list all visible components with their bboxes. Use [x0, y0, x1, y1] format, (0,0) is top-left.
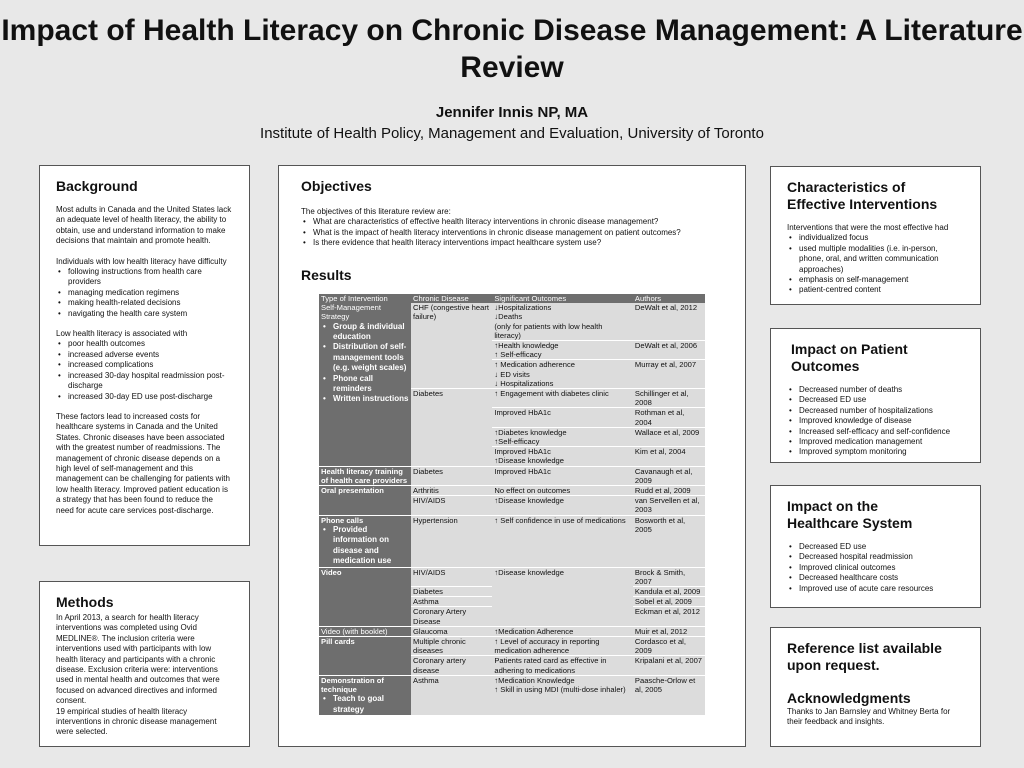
table-header-row	[319, 294, 705, 303]
outcome-line: ↓ ED visits	[494, 369, 530, 379]
intervention-cell: Video	[319, 567, 411, 626]
table-row	[319, 303, 705, 340]
author-cell: van Servellen et al, 2003	[633, 496, 705, 515]
list-item: • Teach to goal strategy	[321, 694, 409, 715]
patient-list	[787, 385, 964, 458]
author-cell: Kripalani et al, 2007	[633, 656, 705, 675]
intervention-title: Self-Management Strategy	[321, 303, 381, 322]
methods-p2: 19 empirical studies of health literacy interventions in chronic disease management were selected.	[56, 706, 217, 737]
outcome-line: ↑Disease knowledge	[494, 456, 565, 466]
reference-text: Reference list available upon request.	[787, 640, 942, 673]
characteristics-heading: Characteristics of Effective Interventions	[787, 179, 938, 212]
outcome-line: ↑Health knowledge	[494, 341, 559, 351]
background-p2: Individuals with low health literacy have difficulty	[56, 256, 227, 266]
disease-cell: Coronary Artery Disease	[411, 607, 492, 626]
author-cell: Schillinger et al, 2008	[633, 389, 705, 408]
disease-cell: Asthma	[411, 675, 492, 715]
intervention-title: Demonstration of technique	[321, 675, 384, 694]
objectives-intro: The objectives of this literature review are:	[301, 207, 451, 216]
background-panel	[39, 165, 250, 546]
author-cell: Rothman et al, 2004	[633, 408, 705, 427]
outcome-line: ↑ Self-efficacy	[494, 350, 542, 360]
disease-cell: HIV/AIDS	[411, 567, 492, 586]
institution: Institute of Health Policy, Management and Evaluation, University of Toronto	[260, 125, 764, 142]
outcome-cell: ↑Disease knowledge	[492, 496, 633, 515]
column-header: Significant Outcomes	[492, 294, 633, 303]
list-item: • poor health outcomes	[56, 339, 233, 349]
patient-outcomes-panel	[770, 328, 981, 463]
background-p4: These factors lead to increased costs for healthcare systems in Canada and the United States. Chronic diseases have been associated with the greatest number of readmissions. The management of chronic disease depends on a high level of self-management and this management can be challenging for patients with low health literacy. Improved patient education is a strategy that has been found to reduce the need for acute care services post-discharge.	[56, 411, 230, 515]
list-item: • Written instructions	[321, 394, 409, 404]
disease-cell: HIV/AIDS	[411, 496, 492, 515]
outcome-cell: ↑ Self confidence in use of medications	[492, 515, 633, 567]
characteristics-list	[787, 233, 964, 295]
intervention-list	[321, 694, 409, 715]
table-row	[319, 675, 705, 715]
list-item: • increased 30-day hospital readmission post-discharge	[56, 371, 233, 392]
list-item: • following instructions from health care providers	[56, 267, 233, 288]
author-cell: Murray et al, 2007	[633, 360, 705, 389]
list-item: • used multiple modalities (i.e. in-person, phone, oral, and written communication approaches)	[787, 244, 964, 275]
author-cell: Paasche-Orlow et al, 2005	[633, 675, 705, 715]
intervention-cell: Pill cards	[319, 636, 411, 675]
column-header: Chronic Disease	[411, 294, 492, 303]
list-item: • making health-related decisions	[56, 298, 233, 308]
outcome-cell	[492, 341, 633, 360]
list-item: • Improved medication management	[787, 437, 964, 447]
objectives-results-panel	[278, 165, 746, 747]
list-item: • What is the impact of health literacy interventions in chronic disease management on patient outcomes?	[301, 228, 729, 238]
outcome-cell	[492, 427, 633, 446]
list-item: • Distribution of self-management tools (e.g. weight scales)	[321, 342, 409, 373]
outcome-cell: Patients rated card as effective in adhering to medications	[492, 656, 633, 675]
outcome-line: ↓Deaths	[494, 312, 523, 322]
results-table	[319, 294, 705, 716]
outcome-cell	[492, 360, 633, 389]
intervention-list	[321, 525, 409, 567]
column-header: Type of Intervention	[319, 294, 411, 303]
author-cell: Rudd et al, 2009	[633, 486, 705, 496]
author-cell: Sobel et al, 2009	[633, 597, 705, 607]
table-row	[319, 515, 705, 567]
list-item: • Decreased healthcare costs	[787, 573, 964, 583]
list-item: • Decreased number of hospitalizations	[787, 406, 964, 416]
intervention-list	[321, 322, 409, 405]
methods-p1: In April 2013, a search for health literacy interventions was completed using Ovid MEDLINE®. The inclusion criteria were interventions used with participants with low health literacy and participants with a chronic disease. Exclusion criteria were: interventions used in mental health and outcomes that were focused on advanced directives and informed consent.	[56, 613, 220, 706]
outcome-cell: ↑ Engagement with diabetes clinic	[492, 389, 633, 408]
author-cell: DeWalt et al, 2006	[633, 341, 705, 360]
author-cell: Wallace et al, 2009	[633, 427, 705, 446]
list-item: • Increased self-efficacy and self-confidence	[787, 427, 964, 437]
objectives-list	[301, 217, 729, 248]
list-item: • individualized focus	[787, 233, 964, 243]
outcome-cell: ↑Medication Adherence	[492, 626, 633, 636]
list-item: • Improved use of acute care resources	[787, 584, 964, 594]
outcome-cell: Improved HbA1c	[492, 466, 633, 485]
healthcare-heading: Impact on the Healthcare System	[787, 498, 913, 531]
author-cell: Kim et al, 2004	[633, 447, 705, 466]
poster-title: Impact of Health Literacy on Chronic Disease Management: A Literature Review	[1, 14, 1023, 84]
results-heading: Results	[301, 266, 352, 283]
list-item: • navigating the health care system	[56, 309, 233, 319]
disease-cell: Diabetes	[411, 586, 492, 596]
outcome-line: ↓Hospitalizations	[494, 303, 552, 313]
table-row	[319, 636, 705, 655]
acknowledgments-text: Thanks to Jan Barnsley and Whitney Berta for their feedback and insights.	[787, 707, 951, 727]
list-item: • Improved symptom monitoring	[787, 447, 964, 457]
disease-cell: Coronary artery disease	[411, 656, 492, 675]
characteristics-panel	[770, 166, 981, 305]
outcome-line: Improved HbA1c	[494, 447, 551, 457]
column-header: Authors	[633, 294, 705, 303]
disease-cell: Diabetes	[411, 389, 492, 467]
list-item: • Decreased ED use	[787, 542, 964, 552]
outcome-line: ↑ Skill in using MDI (multi-dose inhaler)	[494, 684, 626, 694]
author-cell: Bosworth et al, 2005	[633, 515, 705, 567]
list-item: • What are characteristics of effective health literacy interventions in chronic disease management?	[301, 217, 729, 227]
list-item: • Decreased ED use	[787, 395, 964, 405]
outcome-line: (only for patients with low health literacy)	[494, 321, 603, 340]
reference-panel	[770, 627, 981, 747]
list-item: • Phone call reminders	[321, 374, 409, 395]
disease-cell: Asthma	[411, 597, 492, 607]
table-row	[319, 626, 705, 636]
background-list1	[56, 267, 233, 319]
intervention-cell	[319, 303, 411, 466]
disease-cell: Arthritis	[411, 486, 492, 496]
outcome-cell	[492, 303, 633, 340]
list-item: • increased complications	[56, 360, 233, 370]
outcome-cell: ↑Disease knowledge	[492, 567, 633, 626]
list-item: • Decreased number of deaths	[787, 385, 964, 395]
list-item: • Group & individual education	[321, 322, 409, 343]
characteristics-intro: Interventions that were the most effective had	[787, 223, 949, 232]
author-cell: DeWalt et al, 2012	[633, 303, 705, 340]
background-p1: Most adults in Canada and the United States lack an adequate level of health literacy, the ability to obtain, use and understand information to make decisions that maintain and promote health.	[56, 205, 232, 246]
outcome-line: ↑ Medication adherence	[494, 360, 575, 370]
intervention-cell	[319, 515, 411, 567]
table-row	[319, 486, 705, 496]
methods-heading: Methods	[56, 594, 114, 610]
list-item: • increased 30-day ED use post-discharge	[56, 392, 233, 402]
list-item: • increased adverse events	[56, 350, 233, 360]
outcome-line: ↑Self-efficacy	[494, 437, 540, 447]
disease-cell: Multiple chronic diseases	[411, 636, 492, 655]
background-heading: Background	[56, 178, 138, 194]
outcome-cell	[492, 447, 633, 466]
table-row	[319, 567, 705, 586]
intervention-cell: Oral presentation	[319, 486, 411, 516]
author-cell: Kandula et al, 2009	[633, 586, 705, 596]
healthcare-system-panel	[770, 485, 981, 608]
disease-cell: Diabetes	[411, 466, 492, 485]
disease-cell: CHF (congestive heart failure)	[411, 303, 492, 388]
outcome-cell: ↑ Level of accuracy in reporting medication adherence	[492, 636, 633, 655]
disease-cell: Glaucoma	[411, 626, 492, 636]
list-item: • managing medication regimens	[56, 288, 233, 298]
methods-panel	[39, 581, 250, 747]
outcome-line: ↑Diabetes knowledge	[494, 427, 567, 437]
list-item: • emphasis on self-management	[787, 275, 964, 285]
intervention-cell: Video (with booklet)	[319, 626, 411, 636]
intervention-title: Phone calls	[321, 515, 364, 525]
table-row	[319, 466, 705, 485]
intervention-cell	[319, 675, 411, 715]
list-item: • patient-centred content	[787, 285, 964, 295]
author-cell: Cordasco et al, 2009	[633, 636, 705, 655]
list-item: • Improved knowledge of disease	[787, 416, 964, 426]
outcome-line: ↑Medication Knowledge	[494, 675, 575, 685]
intervention-cell: Health literacy training of health care providers	[319, 466, 411, 485]
author-cell: Brock & Smith, 2007	[633, 567, 705, 586]
outcome-cell: Improved HbA1c	[492, 408, 633, 427]
disease-cell: Hypertension	[411, 515, 492, 567]
objectives-heading: Objectives	[301, 178, 372, 194]
list-item: • Improved clinical outcomes	[787, 563, 964, 573]
author-name: Jennifer Innis NP, MA	[435, 104, 589, 121]
background-list2	[56, 339, 233, 401]
list-item: • Decreased hospital readmission	[787, 552, 964, 562]
list-item: • Is there evidence that health literacy interventions impact healthcare system use?	[301, 238, 729, 248]
background-p3: Low health literacy is associated with	[56, 329, 188, 339]
outcome-line: ↓ Hospitalizations	[494, 378, 554, 388]
healthcare-list	[787, 542, 964, 594]
outcome-cell: No effect on outcomes	[492, 486, 633, 496]
outcome-cell	[492, 675, 633, 715]
author-cell: Muir et al, 2012	[633, 626, 705, 636]
author-cell: Cavanaugh et al, 2009	[633, 466, 705, 485]
list-item: • Provided information on disease and medication use	[321, 525, 409, 567]
patient-heading: Impact on Patient Outcomes	[791, 341, 908, 374]
acknowledgments-heading: Acknowledgments	[787, 690, 911, 706]
author-cell: Eckman et al, 2012	[633, 607, 705, 626]
